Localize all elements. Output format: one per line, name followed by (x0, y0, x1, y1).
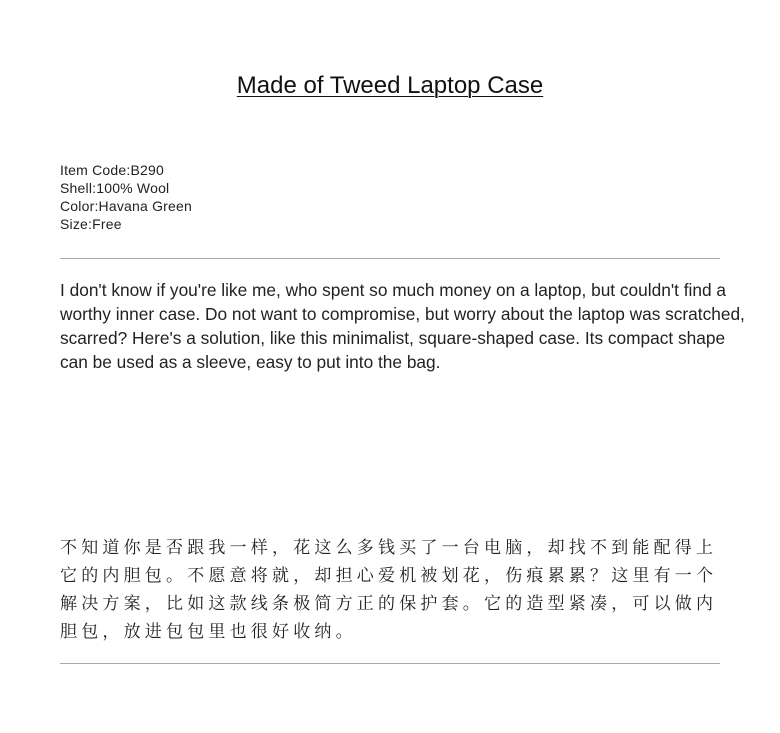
divider-bottom (60, 663, 720, 664)
product-title: Made of Tweed Laptop Case (236, 72, 544, 99)
product-specs (60, 161, 192, 233)
item-code: Item Code:B290 (60, 162, 164, 178)
description-chinese: 不知道你是否跟我一样，花这么多钱买了一台电脑，却找不到能配得上它的内胆包。不愿意将就，却担心爱机被划花，伤痕累累？这里有一个解决方案，比如这款线条极简方正的保护套。它的造型紧凑，可以做内胆包，放进包包里也很好收纳。 (60, 538, 718, 642)
size-spec: Size:Free (60, 216, 122, 232)
description-english: I don't know if you're like me, who spent so much money on a laptop, but couldn't find a worthy inner case. Do not want to compromise, but worry about the laptop was scratched, scarred? Here's a solution, like this minimalist, square-shaped case. Its compact shape can be used as a sleeve, easy to put into the bag. (60, 280, 745, 372)
shell-material: Shell:100% Wool (60, 180, 170, 196)
divider-top (60, 258, 720, 259)
color-spec: Color:Havana Green (60, 198, 192, 214)
